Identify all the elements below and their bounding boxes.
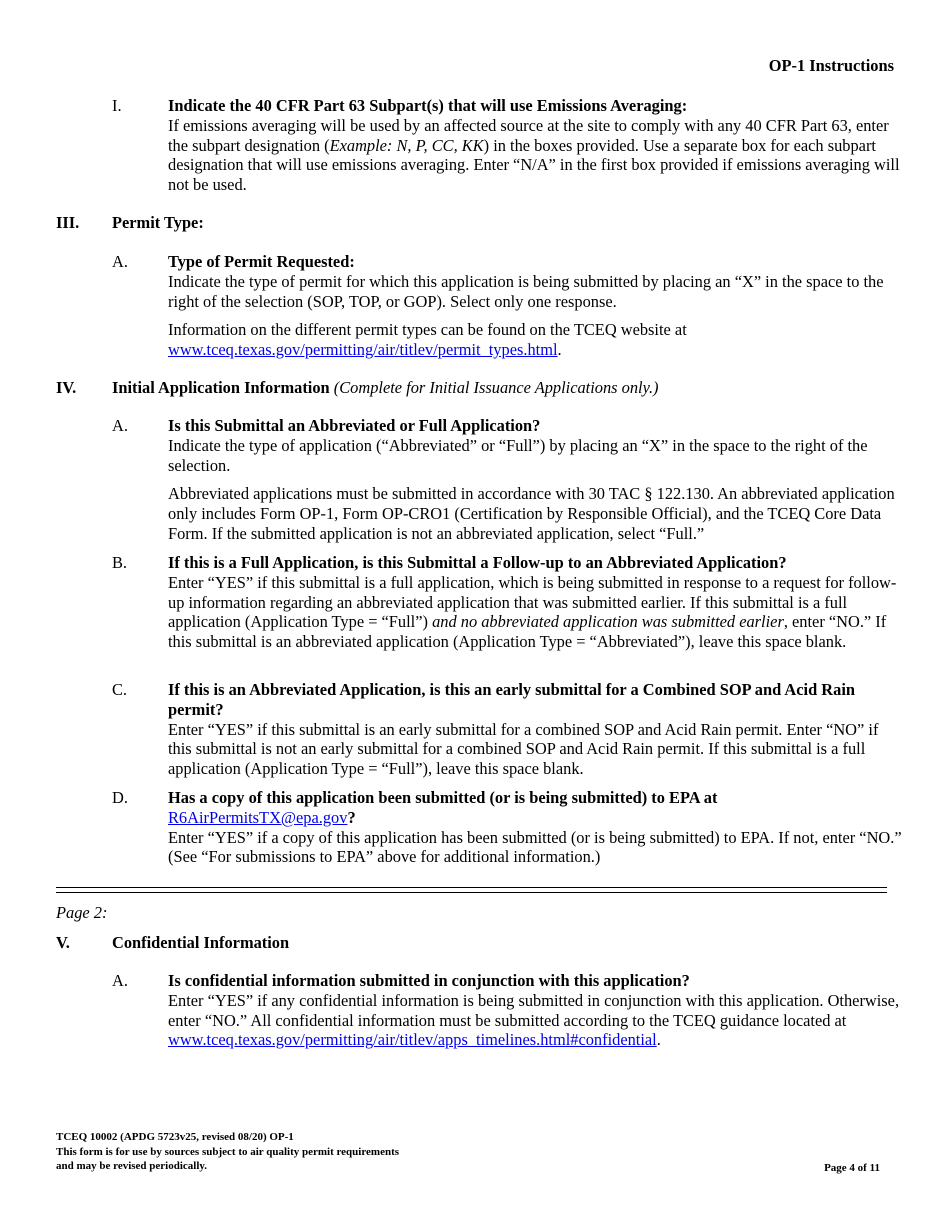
- item-link-line: www.tceq.texas.gov/permitting/air/titlev/permit_types.html.: [168, 340, 562, 360]
- confidential-guidance-link[interactable]: www.tceq.texas.gov/permitting/air/titlev/apps_timelines.html#confidential: [168, 1030, 657, 1050]
- item-text: Enter “YES” if this submittal is a full application, which is being submitted in response to a request for follow-up information regarding an abbreviated application that was submitted earlier. If this submittal is a full application (Application Type = “Full”) and no abbreviated application was submitted earlier, enter “NO.” If this submittal is an abbreviated application (Application Type = “Abbreviated”), leave this space blank.: [168, 572, 897, 652]
- item-number: D.: [112, 788, 128, 807]
- section-title: Initial Application Information (Complete for Initial Issuance Applications only.): [112, 378, 659, 397]
- item-text: If emissions averaging will be used by an affected source at the site to comply with any 40 CFR Part 63, enter the subpart designation (Example: N, P, CC, KK) in the boxes provided. Use a separate box for each subpart designation that will use emissions averaging. Enter “N/A” in the first box provided if emissions averaging will not be used.: [168, 115, 900, 195]
- item-heading: Is confidential information submitted in conjunction with this application?: [168, 971, 690, 990]
- section-v: [56, 933, 896, 953]
- item-number: A.: [112, 252, 128, 271]
- item-number: C.: [112, 680, 128, 699]
- form-footer: [56, 1130, 399, 1174]
- section-divider-bottom: [56, 892, 887, 893]
- item-heading: If this is an Abbreviated Application, is this an early submittal for a Combined SOP and Acid Rain permit?: [168, 680, 856, 719]
- section-v-a: [112, 971, 902, 1050]
- section-number: IV.: [56, 378, 77, 397]
- section-iv-d: [112, 788, 902, 867]
- section-title: Permit Type:: [112, 213, 204, 232]
- item-heading: If this is a Full Application, is this Submittal a Follow-up to an Abbreviated Application?: [168, 553, 787, 572]
- item-number: B.: [112, 553, 128, 572]
- item-number: A.: [112, 416, 128, 435]
- section-iv-a: [112, 416, 902, 544]
- item-number: I.: [112, 96, 122, 115]
- item-text: Abbreviated applications must be submitted in accordance with 30 TAC § 122.130. An abbreviated application only includes Form OP-1, Form OP-CRO1 (Certification by Responsible Official), and the TCEQ Core Data Form. If the submitted application is not an abbreviated application, select “Full.”: [168, 484, 895, 543]
- item-text: Indicate the type of application (“Abbreviated” or “Full”) by placing an “X” in the space to the right of the selection.: [168, 435, 868, 475]
- section-number: III.: [56, 213, 80, 232]
- page-number: Page 4 of 11: [824, 1162, 880, 1174]
- item-heading: Is this Submittal an Abbreviated or Full Application?: [168, 416, 541, 435]
- section-divider-top: [56, 887, 887, 888]
- item-heading: Has a copy of this application been submitted (or is being submitted) to EPA at: [168, 788, 718, 807]
- section-i: [112, 96, 902, 195]
- page2-label: Page 2:: [56, 903, 108, 922]
- item-heading: Indicate the 40 CFR Part 63 Subpart(s) that will use Emissions Averaging:: [168, 96, 688, 115]
- item-text: Enter “YES” if any confidential information is being submitted in conjunction with this application. Otherwise, enter “NO.” All confidential information must be submitted according to the TCEQ guidance located at www.tceq.texas.gov/permitting/air/titlev/apps_timelines.html#confidential.: [168, 990, 900, 1050]
- item-heading: Type of Permit Requested:: [168, 252, 355, 271]
- item-text: Indicate the type of permit for which this application is being submitted by placing an “X” in the space to the right of the selection (SOP, TOP, or GOP). Select only one response.: [168, 271, 884, 311]
- section-title: Confidential Information: [112, 933, 290, 952]
- footer-note-line2: and may be revised periodically.: [56, 1160, 208, 1172]
- epa-email-link[interactable]: R6AirPermitsTX@epa.gov: [168, 807, 348, 827]
- section-number: V.: [56, 933, 70, 952]
- document-header-title: OP-1 Instructions: [768, 56, 894, 75]
- section-iv-b: [112, 553, 902, 652]
- section-iv-c: [112, 680, 902, 779]
- item-text: Enter “YES” if this submittal is an early submittal for a combined SOP and Acid Rain permit. Enter “NO” if this submittal is not an early submittal for a combined SOP and Acid Rain permit. If this submittal is a full application (Application Type = “Full”), leave this space blank.: [168, 719, 879, 779]
- permit-types-link[interactable]: www.tceq.texas.gov/permitting/air/titlev/permit_types.html: [168, 340, 558, 360]
- footer-form-id: TCEQ 10002 (APDG 5723v25, revised 08/20) OP-1: [56, 1131, 294, 1143]
- item-heading-link-line: R6AirPermitsTX@epa.gov?: [168, 807, 356, 827]
- item-number: A.: [112, 971, 128, 990]
- item-info: Information on the different permit types can be found on the TCEQ website at: [168, 320, 687, 340]
- section-iv: [56, 378, 896, 398]
- section-iii: [56, 213, 896, 233]
- section-iii-a: [112, 252, 902, 360]
- footer-note-line1: This form is for use by sources subject to air quality permit requirements: [56, 1145, 400, 1158]
- item-text: Enter “YES” if a copy of this application has been submitted (or is being submitted) to EPA. If not, enter “NO.” (See “For submissions to EPA” above for additional information.): [168, 827, 902, 867]
